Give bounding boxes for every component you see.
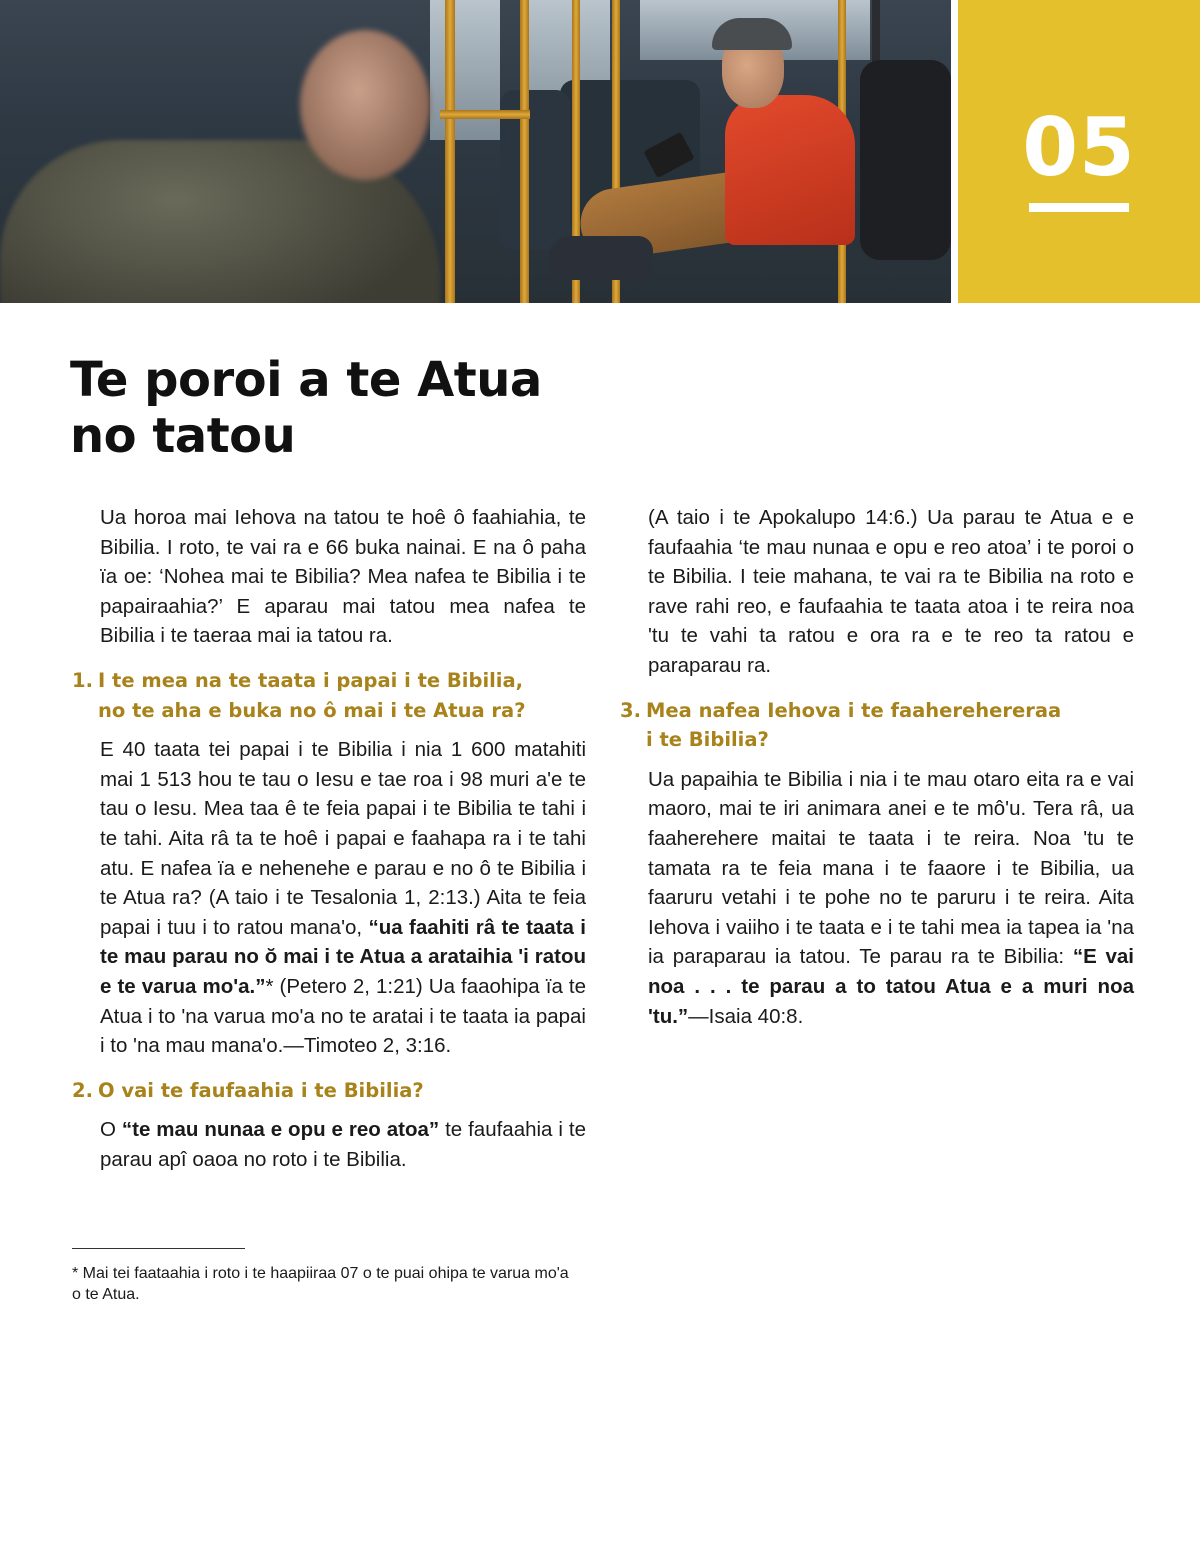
chapter-number: 05 [1022,101,1136,194]
scripture-quote: “te mau nunaa e opu e reo atoa” [121,1118,440,1142]
question-1-heading [72,666,586,725]
question-text: Mea nafea Iehova i te faaherehereraa [646,698,1062,722]
question-text: I te mea na te taata i papai i te Bibilia, [98,668,524,692]
reader-jacket [725,95,855,245]
right-column [620,503,1134,1031]
question-number: 3. [620,698,641,722]
handrail-pole [520,0,529,303]
page-title-line2: no tatou [70,408,296,464]
answer-text: O [100,1118,122,1142]
page-title [70,352,542,464]
answer-2-paragraph [72,1115,586,1174]
question-number: 2. [72,1078,93,1102]
question-number: 1. [72,668,93,692]
footnote: * Mai tei faataahia i roto i te haapiiraa 07 o te puai ohipa te varua mo'a o te Atua. [72,1265,569,1303]
header-photo [0,0,951,303]
page-title-line1: Te poroi a te Atua [70,352,542,408]
answer-1-paragraph [72,735,586,1061]
reader-shoe [548,236,653,280]
answer-text: —Isaia 40:8. [688,1004,804,1028]
chapter-badge [958,0,1200,303]
scripture-quote: “E vai noa . . . te parau a to tatou Atua e a muri noa 'tu.” [648,945,1134,1028]
left-column [72,503,586,1174]
question-2-heading [72,1076,586,1106]
answer-2-continued: (A taio i te Apokalupo 14:6.) Ua parau te Atua e e faufaahia ‘te mau nunaa e opu e reo atoa’ i te poroi o te Bibilia. I teie mahana, te vai ra te Bibilia na roto e rave rahi reo, e faufaahia te taata atoa i te reira noa 'tu te vahi ta ratou e ora ra e te reo ta ratou e paraparau ra. [648,506,1134,677]
handrail-bar [440,110,530,119]
intro-paragraph: Ua horoa mai Iehova na tatou te hoê ô faahiahia, te Bibilia. I roto, te vai ra e 66 buka nainai. E na ô paha ïa oe: ‘Nohea mai te Bibilia? Mea nafea te Bibilia i te papairaahia?’ E aparau mai tatou mea nafea te Bibilia i te taeraa mai ia tatou ra. [100,506,586,648]
question-text: i te Bibilia? [646,728,769,752]
footnote-divider [72,1248,245,1249]
reader-cap [712,18,792,50]
answer-text: te faufaahia i te parau apî oaoa no roto i te Bibilia. [100,1118,586,1171]
answer-text: Ua papaihia te Bibilia i nia i te mau otaro eita ra e vai maoro, mai te iri animara anei e te mô'u. Tera râ, ua faaherehere maitai te taata i te reira. Noa 'tu te tamata ra te feia mana i te faaore i te Bibilia, ua faaruru vetahi i te pohe no te paruru i te reira. Aita Iehova i vaiiho i te taata e i te tahi mea ia tapea ia 'na ia paraparau ia tatou. Te parau ra te Bibilia: [648,767,1134,969]
answer-text: * (Petero 2, 1:21) Ua faaohipa ïa te Atua i to 'na varua mo'a no te aratai i te taata ia papai i to 'na mau mana'o.—Timoteo 2, 3:16. [100,974,587,1058]
question-text: O vai te faufaahia i te Bibilia? [98,1078,424,1102]
handbag [860,60,951,260]
question-text: no te aha e buka no ô mai i te Atua ra? [98,698,526,722]
answer-3-paragraph [620,765,1134,1031]
chapter-underline [1029,203,1129,212]
answer-text: E 40 taata tei papai i te Bibilia i nia 1 600 matahiti mai 1 513 hou te tau o Iesu e tae roa i 98 muri a'e te tau o Iesu. Mea taa ê te feia papai i te Bibilia te tahi i te tahi. Aita râ ta te hoê i papai e faahapa ra i te tahi atu. E nafea ïa e nehenehe e parau e no ô te Bibilia i te Atua ra? (A taio i te Tesalonia 1, 2:13.) Aita te feia papai i tuu i to ratou mana'o, [100,738,586,939]
passenger-head [300,30,430,180]
question-3-heading [620,696,1134,755]
bus-window [430,0,500,140]
scripture-quote: “ua faahiti râ te taata i te mau parau no ŏ mai i te Atua a arataihia 'i ratou e te varua mo'a.” [100,915,586,998]
handrail-pole [445,0,455,303]
